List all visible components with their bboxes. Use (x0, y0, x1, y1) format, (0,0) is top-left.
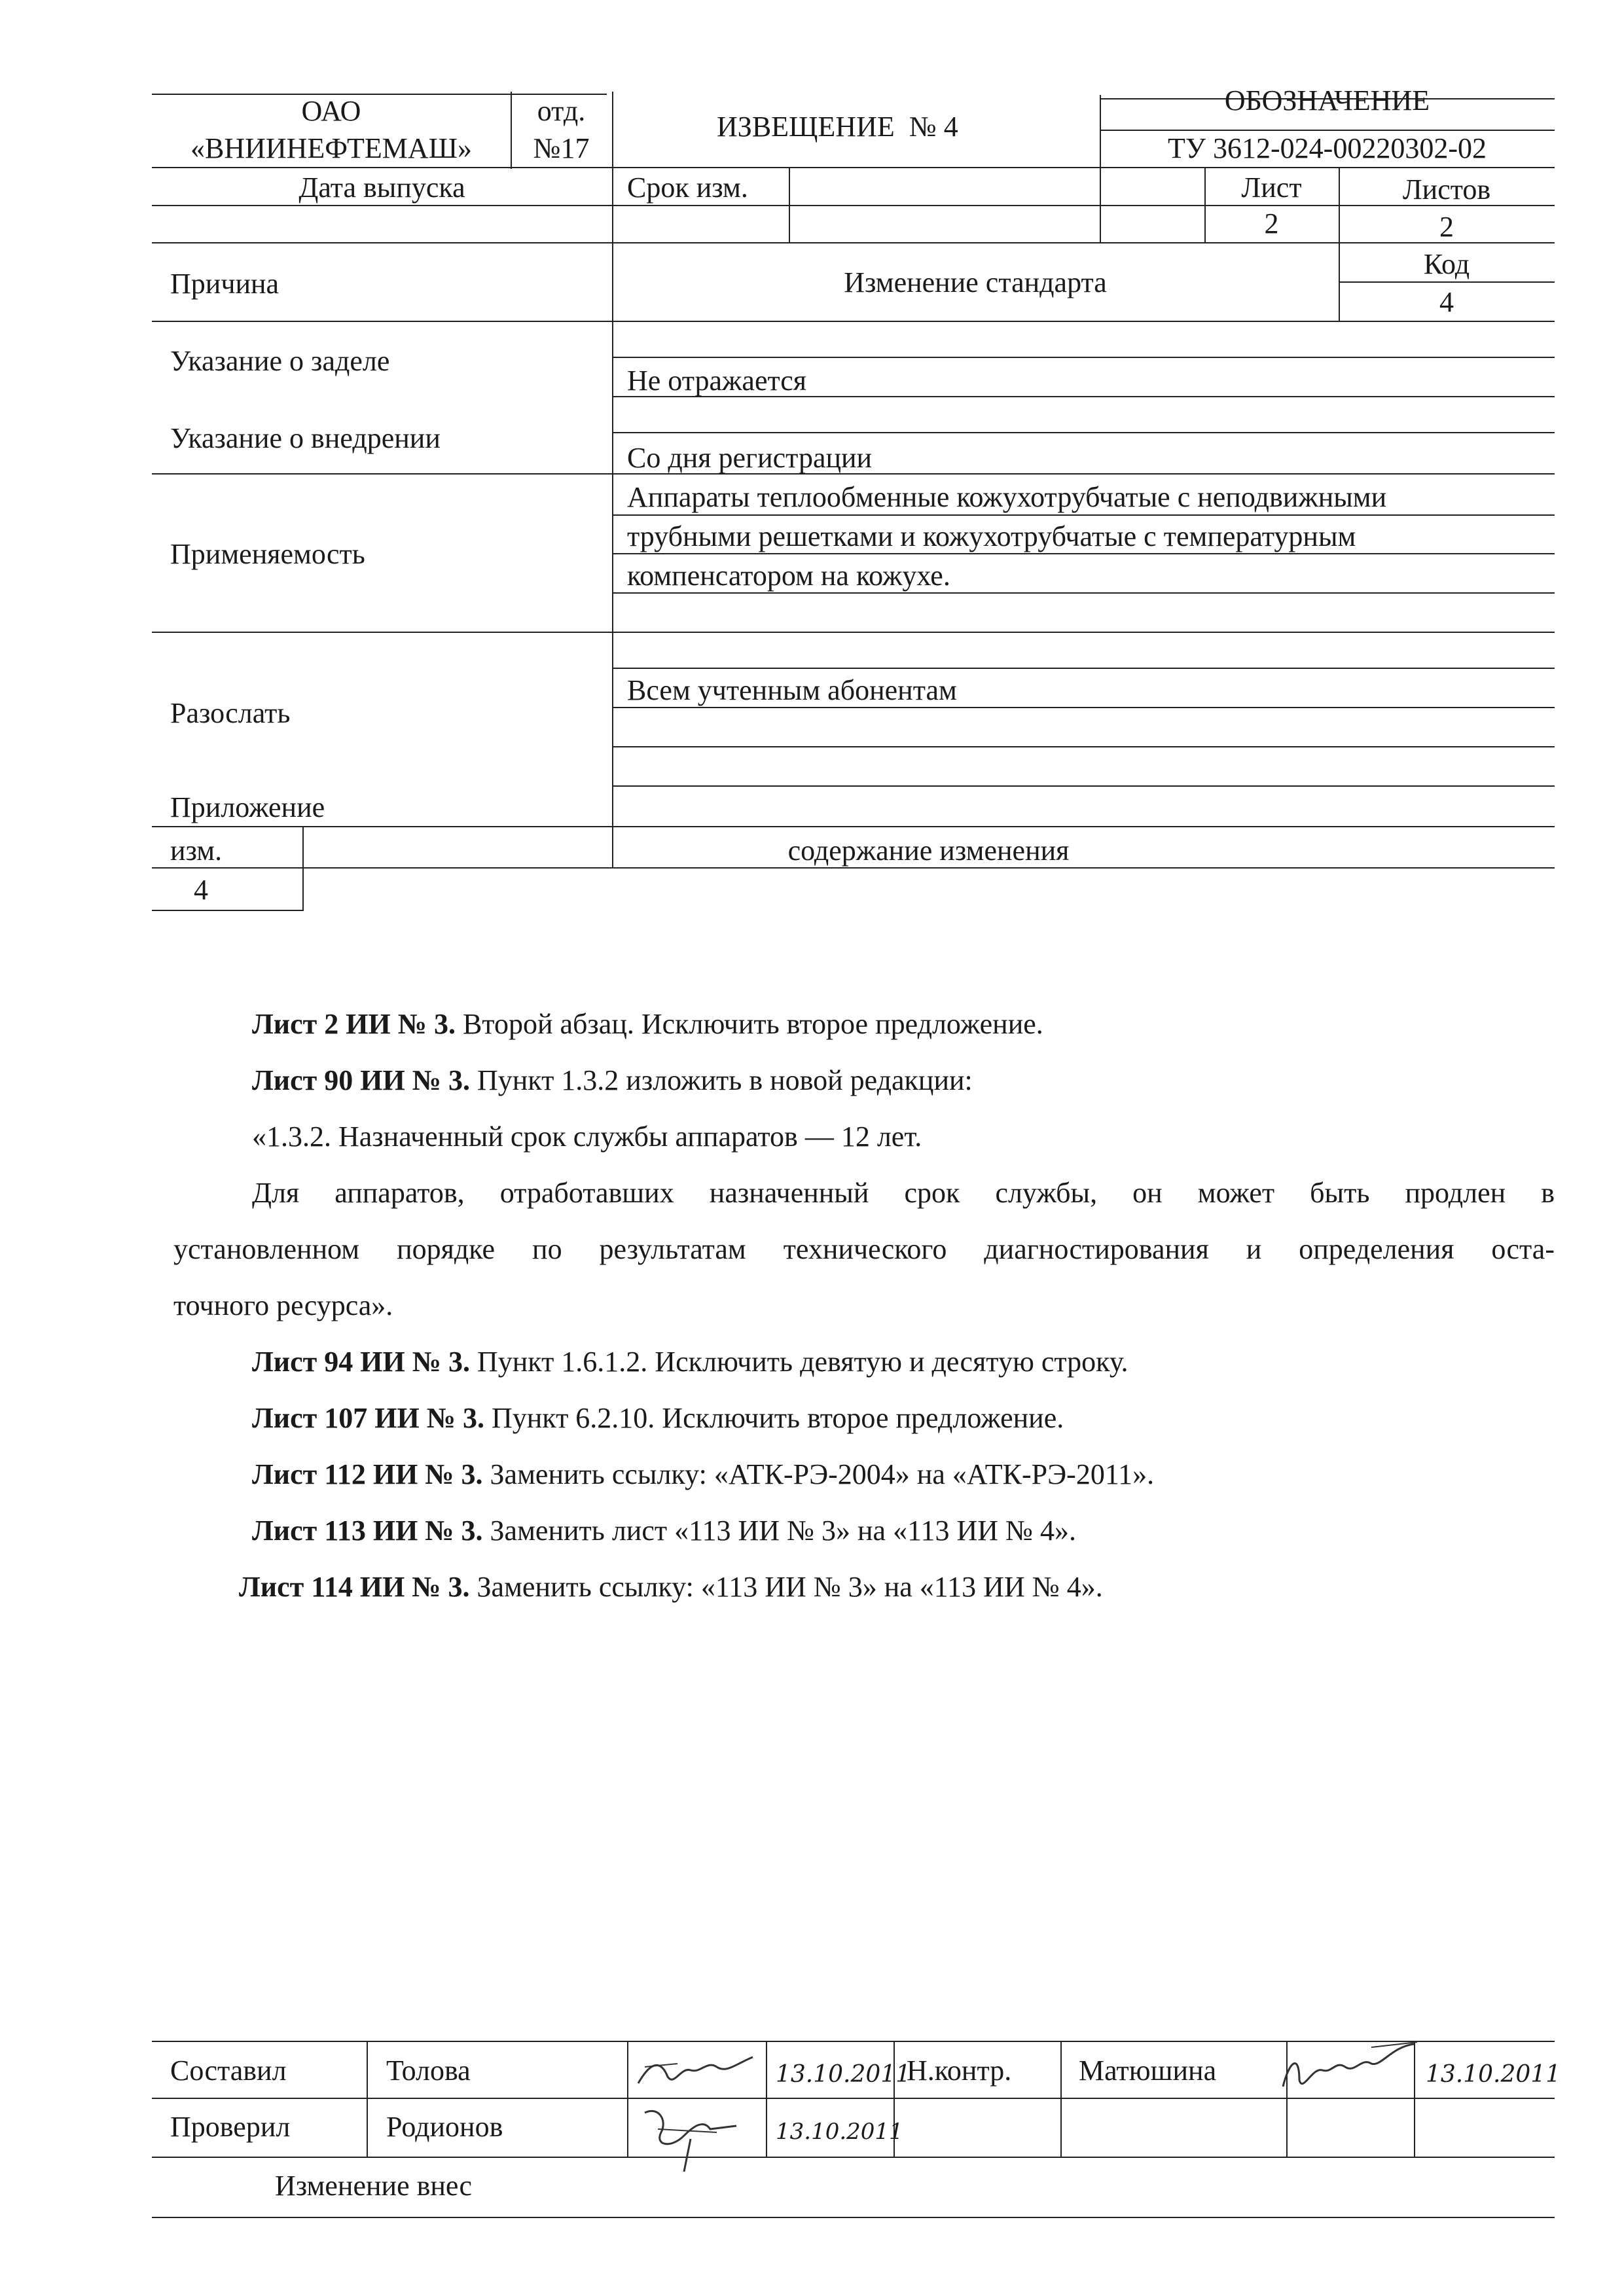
change-item: Лист 94 ИИ № 3. Пункт 1.6.1.2. Исключить девятую и десятую строку. (252, 1346, 1128, 1378)
change-content-label: содержание изменения (787, 834, 1070, 867)
distribute-value: Всем учтенным абонентам (627, 674, 957, 706)
norm-control-signature-icon (1273, 2034, 1424, 2096)
checked-date: 13.10.2011 (776, 2119, 903, 2145)
change-item: Лист 114 ИИ № 3. Заменить ссылку: «113 ИИ № 3» на «113 ИИ № 4». (239, 1571, 1103, 1603)
change-item: Для аппаратов, отработавших назначенный срок службы, он может быть продлен в (252, 1177, 1555, 1209)
compiled-date: 13.10.2011 (776, 2061, 911, 2088)
implementation-value: Со дня регистрации (627, 442, 873, 474)
dept-number: №17 (533, 132, 590, 164)
change-item: «1.3.2. Назначенный срок службы аппаратов — 12 лет. (252, 1121, 922, 1153)
sheets-value: 2 (1439, 211, 1454, 243)
norm-control-label: Н.контр. (907, 2054, 1012, 2087)
checked-name: Родионов (386, 2111, 503, 2143)
compiled-name: Толова (386, 2054, 471, 2087)
compiled-label: Составил (170, 2054, 287, 2087)
change-item: Лист 107 ИИ № 3. Пункт 6.2.10. Исключить второе предложение. (252, 1402, 1064, 1434)
change-item: точного ресурса». (173, 1289, 393, 1321)
change-content-body (173, 996, 1555, 1615)
org-name-line2: «ВНИИНЕФТЕМАШ» (190, 132, 473, 164)
distribute-label: Разослать (170, 697, 291, 729)
code-label: Код (1423, 248, 1470, 280)
designation-label: ОБОЗНАЧЕНИЕ (1224, 90, 1430, 114)
change-item: Лист 112 ИИ № 3. Заменить ссылку: «АТК-РЭ-2004» на «АТК-РЭ-2011». (252, 1458, 1155, 1490)
sheet-label: Лист (1241, 171, 1302, 204)
change-item: установленном порядке по результатам технического диагностирования и определения оста- (173, 1233, 1555, 1265)
backlog-label: Указание о заделе (170, 345, 390, 377)
applicability-line: компенсатором на кожухе. (627, 560, 950, 592)
checked-label: Проверил (170, 2111, 291, 2143)
compiled-signature-icon (632, 2047, 763, 2096)
reason-value: Изменение стандарта (844, 266, 1107, 298)
norm-control-date: 13.10.2011 (1426, 2061, 1561, 2088)
applicability-line: Аппараты теплообменные кожухотрубчатые с неподвижными (627, 481, 1387, 513)
applicability-label: Применяемость (170, 538, 365, 570)
notice-title: ИЗВЕЩЕНИЕ № 4 (717, 111, 958, 143)
sheet-value: 2 (1264, 207, 1279, 240)
issue-date-label: Дата выпуска (298, 171, 465, 204)
dept-label: отд. (537, 95, 586, 127)
notice-number: № 4 (909, 111, 958, 143)
norm-control-name: Матюшина (1079, 2054, 1217, 2087)
change-item: Лист 2 ИИ № 3. Второй абзац. Исключить второе предложение. (252, 1008, 1043, 1040)
change-item: Лист 90 ИИ № 3. Пункт 1.3.2 изложить в новой редакции: (252, 1064, 973, 1096)
change-term-label: Срок изм. (627, 171, 748, 204)
change-item: Лист 113 ИИ № 3. Заменить лист «113 ИИ № 3» на «113 ИИ № 4». (252, 1515, 1076, 1547)
change-made-label: Изменение внес (275, 2170, 473, 2202)
sheets-label: Листов (1402, 173, 1491, 206)
designation-value: ТУ 3612-024-00220302-02 (1168, 132, 1487, 164)
code-value: 4 (1439, 286, 1454, 318)
org-name-line1: ОАО (301, 95, 361, 127)
implementation-label: Указание о внедрении (170, 422, 441, 454)
change-number-value: 4 (194, 874, 208, 906)
backlog-value: Не отражается (627, 365, 807, 397)
reason-label: Причина (170, 268, 280, 300)
change-number-label: изм. (170, 834, 223, 867)
checked-signature-icon (632, 2100, 769, 2178)
attachment-label: Приложение (170, 791, 325, 823)
applicability-line: трубными решетками и кожухотрубчатые с температурным (627, 520, 1356, 552)
